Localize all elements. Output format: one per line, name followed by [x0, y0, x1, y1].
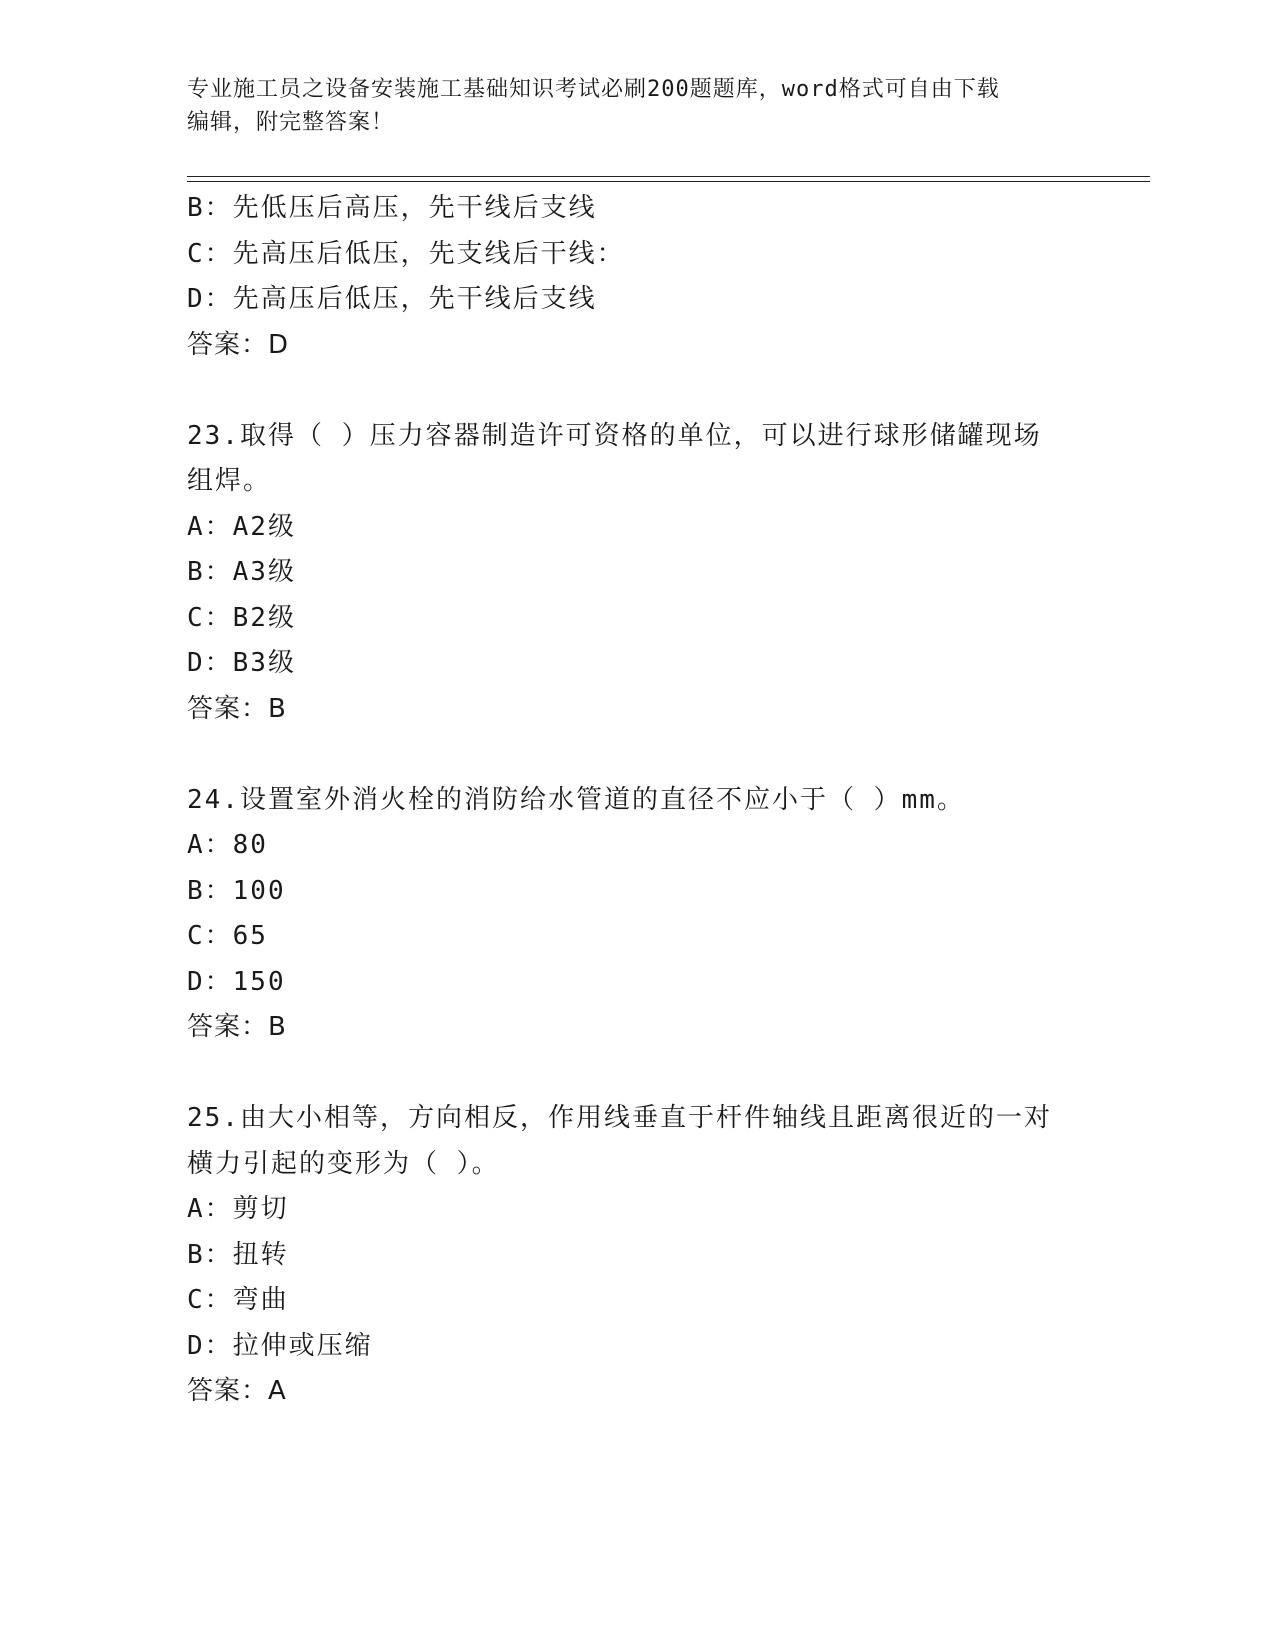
question-text-line-2: 横力引起的变形为（ ）。 — [187, 1148, 500, 1179]
option-a: A：80 — [187, 830, 268, 860]
question-25 — [187, 1096, 1087, 1415]
question-24 — [187, 778, 1087, 1051]
option-d: D：150 — [187, 966, 286, 997]
question-text-line-2: 组焊。 — [187, 466, 272, 496]
option-a: A：A2级 — [187, 511, 296, 542]
question-23 — [187, 414, 1087, 733]
option-b: B：先低压后高压，先干线后支线 — [187, 193, 597, 223]
question-22 — [187, 186, 1087, 368]
answer: 答案：B — [187, 1012, 287, 1042]
spacer — [187, 732, 1087, 778]
header-title-line-2: 编辑，附完整答案！ — [187, 110, 395, 135]
option-b: B：A3级 — [187, 557, 296, 587]
header-title-line-1: 专业施工员之设备安装施工基础知识考试必刷200题题库，word格式可自由下载 — [187, 77, 1000, 102]
answer: 答案：B — [187, 693, 287, 724]
spacer — [187, 1051, 1087, 1097]
spacer — [187, 368, 1087, 414]
answer: 答案：D — [187, 329, 290, 360]
question-text-line-1: 24.设置室外消火栓的消防给水管道的直径不应小于（ ）mm。 — [187, 784, 965, 815]
option-c: C：65 — [187, 921, 268, 951]
header-divider-bottom — [187, 181, 1150, 182]
option-a: A：剪切 — [187, 1194, 289, 1224]
option-d: D：先高压后低压，先干线后支线 — [187, 284, 597, 314]
option-d: D：拉伸或压缩 — [187, 1330, 373, 1361]
option-c: C：先高压后低压，先支线后干线： — [187, 238, 625, 269]
option-d: D：B3级 — [187, 648, 296, 678]
question-list — [187, 186, 1087, 1415]
answer: 答案：A — [187, 1376, 287, 1406]
option-b: B：100 — [187, 875, 286, 906]
option-c: C：B2级 — [187, 602, 296, 633]
question-text-line-1: 23.取得（ ）压力容器制造许可资格的单位，可以进行球形储罐现场 — [187, 420, 1042, 451]
document-header — [187, 73, 1067, 139]
header-divider-top — [187, 176, 1150, 177]
question-text-line-1: 25.由大小相等，方向相反，作用线垂直于杆件轴线且距离很近的一对 — [187, 1103, 1052, 1133]
option-c: C：弯曲 — [187, 1285, 289, 1315]
option-b: B：扭转 — [187, 1239, 289, 1270]
